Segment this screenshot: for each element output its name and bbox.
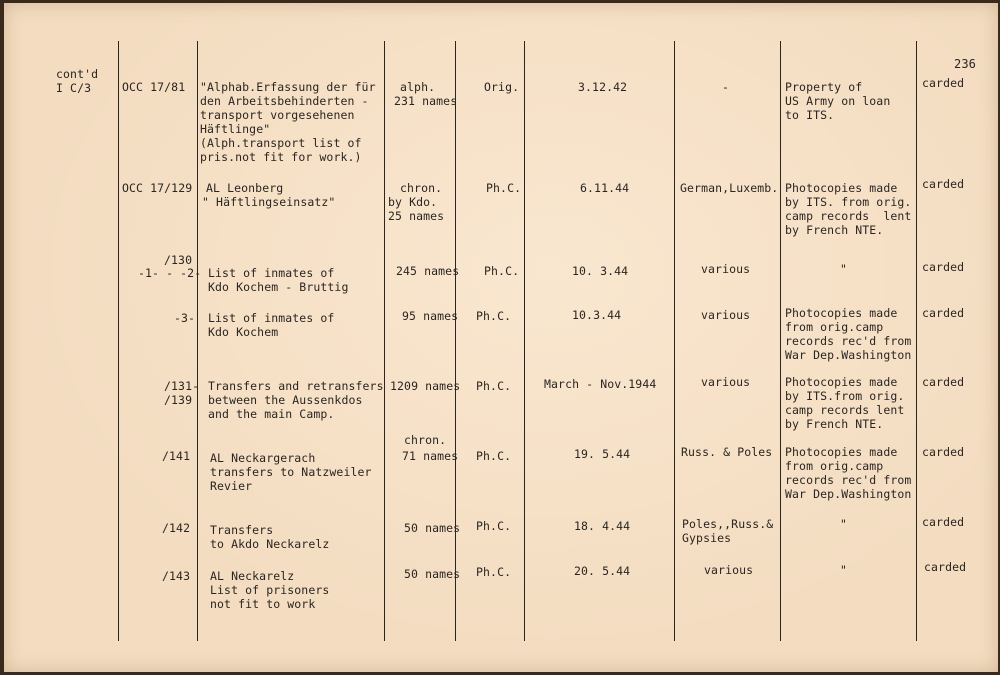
record-remarks: " [840,517,848,531]
record-nationality: Poles,,Russ.& [682,517,774,531]
record-status: carded [924,560,967,574]
record-nationality: various [701,262,751,276]
record-date: 19. 5.44 [574,447,631,461]
record-title: Transfers [210,523,274,537]
record-ref: -3- [174,311,196,325]
record-status: carded [922,76,965,90]
record-ref: -1- - -2- [138,266,202,280]
column-rule [118,41,119,641]
record-remarks: Photocopies made [785,181,898,195]
record-status: carded [922,260,965,274]
record-ref: OCC 17/81 [122,80,186,94]
record-arrangement: chron. [400,181,443,195]
record-title: AL Neckarelz [210,569,295,583]
record-remarks: by French NTE. [785,417,884,431]
record-remarks: War Dep.Washington [785,487,912,501]
record-arrangement: by Kdo. [388,195,438,209]
record-arrangement: alph. [400,80,436,94]
record-remarks: " [840,563,848,577]
column-rule [455,41,456,641]
record-date: 6.11.44 [580,181,630,195]
record-status: carded [922,515,965,529]
record-remarks: by ITS. from orig. [785,195,912,209]
record-arrangement: 1209 names [390,379,461,393]
record-arrangement: chron. [404,433,447,447]
record-status: carded [922,306,965,320]
record-status: carded [922,445,965,459]
record-title: not fit to work [210,597,316,611]
record-nationality: various [704,563,754,577]
record-arrangement: 95 names [402,309,459,323]
record-title: to Akdo Neckarelz [210,537,330,551]
record-title: transport vorgesehenen [200,108,355,122]
record-type: Ph.C. [484,264,520,278]
record-ref: /139 [164,393,193,407]
record-title: List of inmates of [208,266,335,280]
record-remarks: Property of [785,80,863,94]
column-rule [384,41,385,641]
record-type: Ph.C. [476,449,512,463]
record-remarks: US Army on loan [785,94,891,108]
section-label: I C/3 [56,81,92,95]
record-type: Orig. [484,80,520,94]
record-type: Ph.C. [476,379,512,393]
record-ref: /142 [162,521,191,535]
record-ref: /130 [164,253,193,267]
column-rule [524,41,525,641]
record-ref: /131- [164,379,200,393]
record-date: 10.3.44 [572,308,622,322]
record-title: between the Aussenkdos [208,393,363,407]
record-arrangement: 71 names [402,449,459,463]
record-title: and the main Camp. [208,407,335,421]
record-type: Ph.C. [476,309,512,323]
record-status: carded [922,375,965,389]
record-remarks: Photocopies made [785,375,898,389]
record-date: March - Nov.1944 [544,377,657,391]
record-title: Kdo Kochem [208,325,279,339]
record-title: Kdo Kochem - Bruttig [208,280,349,294]
record-remarks: camp records lent [785,209,912,223]
document-page [4,3,998,672]
record-remarks: Photocopies made [785,306,898,320]
record-title: List of inmates of [208,311,335,325]
record-remarks: records rec'd from [785,473,912,487]
record-remarks: records rec'd from [785,334,912,348]
record-title: pris.not fit for work.) [200,150,362,164]
record-title: " Häftlingseinsatz" [202,195,336,209]
record-remarks: by French NTE. [785,223,884,237]
record-nationality: - [722,80,730,94]
record-nationality: various [701,375,751,389]
column-rule [197,41,198,641]
record-type: Ph.C. [476,519,512,533]
record-remarks: to ITS. [785,108,835,122]
record-arrangement: 231 names [394,94,458,108]
record-ref: OCC 17/129 [122,181,193,195]
record-date: 10. 3.44 [572,264,629,278]
record-date: 3.12.42 [578,80,628,94]
page-number: 236 [954,57,976,71]
record-date: 18. 4.44 [574,519,631,533]
record-remarks: Photocopies made [785,445,898,459]
record-remarks: from orig.camp [785,320,884,334]
record-type: Ph.C. [486,181,522,195]
record-remarks: " [840,262,848,276]
record-status: carded [922,177,965,191]
record-title: den Arbeitsbehinderten - [200,94,369,108]
record-arrangement: 50 names [404,567,461,581]
record-date: 20. 5.44 [574,564,631,578]
record-type: Ph.C. [476,565,512,579]
record-nationality: German,Luxemb. [680,181,779,195]
record-ref: /143 [162,569,191,583]
record-nationality: various [701,308,751,322]
record-arrangement: 245 names [396,264,460,278]
record-title: AL Neckargerach [210,451,316,465]
column-rule [674,41,675,641]
record-ref: /141 [162,449,191,463]
record-title: transfers to Natzweiler [210,465,372,479]
record-arrangement: 50 names [404,521,461,535]
record-arrangement: 25 names [388,209,445,223]
record-title: Revier [210,479,253,493]
record-remarks: War Dep.Washington [785,348,912,362]
record-title: AL Leonberg [206,181,284,195]
record-title: Transfers and retransfers [208,379,384,393]
record-title: List of prisoners [210,583,330,597]
column-rule [780,41,781,641]
section-label: cont'd [56,67,99,81]
column-rule [916,41,917,641]
record-nationality: Russ. & Poles [681,445,773,459]
record-title: (Alph.transport list of [200,136,362,150]
record-remarks: camp records lent [785,403,905,417]
record-remarks: from orig.camp [785,459,884,473]
record-title: "Alphab.Erfassung der für [200,80,376,94]
record-nationality: Gypsies [682,531,732,545]
record-title: Häftlinge" [200,122,271,136]
record-remarks: by ITS.from orig. [785,389,905,403]
